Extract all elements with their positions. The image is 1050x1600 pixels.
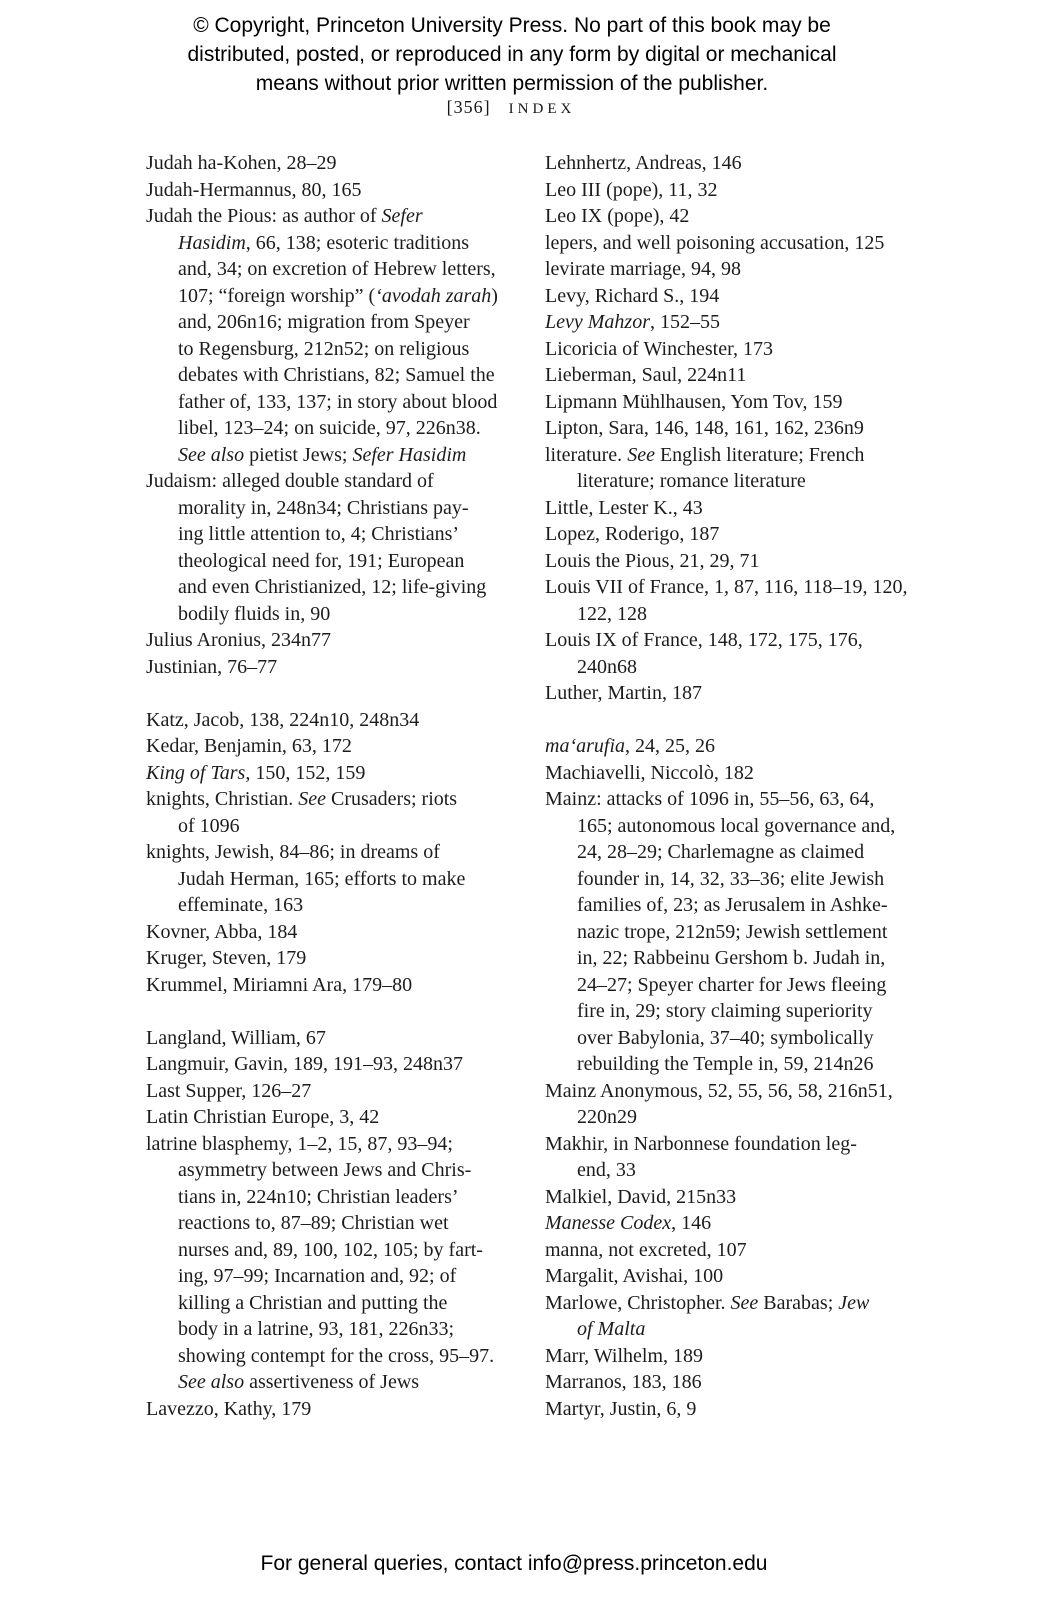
index-line: Leo IX (pope), 42 bbox=[545, 205, 690, 227]
index-line: Justinian, 76–77 bbox=[146, 655, 278, 678]
index-line: of 1096 bbox=[178, 814, 240, 837]
index-line: and, 34; on excretion of Hebrew letters, bbox=[178, 258, 496, 280]
index-line: 107; “foreign worship” (‘avodah zarah) bbox=[178, 284, 498, 307]
index-line: 240n68 bbox=[577, 655, 637, 678]
index-column-right bbox=[545, 150, 937, 1422]
index-line: Licoricia of Winchester, 173 bbox=[545, 337, 773, 360]
index-line: father of, 133, 137; in story about blood bbox=[178, 390, 498, 413]
index-line: fire in, 29; story claiming superiority bbox=[577, 1000, 873, 1022]
index-line: 122, 128 bbox=[577, 602, 647, 625]
index-line: Kedar, Benjamin, 63, 172 bbox=[146, 735, 352, 757]
copyright-notice bbox=[0, 11, 1024, 98]
index-line: Katz, Jacob, 138, 224n10, 248n34 bbox=[146, 708, 420, 731]
index-line: theological need for, 191; European bbox=[178, 549, 465, 572]
index-line: 24, 28–29; Charlemagne as claimed bbox=[577, 841, 865, 863]
index-line: Lieberman, Saul, 224n11 bbox=[545, 364, 747, 386]
index-line: ma‘arufia, 24, 25, 26 bbox=[545, 735, 715, 757]
index-line: knights, Jewish, 84–86; in dreams of bbox=[146, 841, 440, 863]
index-line: lepers, and well poisoning accusation, 125 bbox=[545, 231, 885, 254]
index-line: Julius Aronius, 234n77 bbox=[146, 629, 332, 651]
index-line: Leo III (pope), 11, 32 bbox=[545, 178, 718, 201]
index-line: libel, 123–24; on suicide, 97, 226n38. bbox=[178, 417, 481, 439]
index-line: 24–27; Speyer charter for Jews fleeing bbox=[577, 973, 887, 996]
index-line: manna, not excreted, 107 bbox=[545, 1238, 747, 1261]
index-line: Makhir, in Narbonnese foundation leg- bbox=[545, 1132, 857, 1155]
index-line: literature; romance literature bbox=[577, 470, 806, 492]
index-line: Marranos, 183, 186 bbox=[545, 1371, 702, 1393]
index-line: tians in, 224n10; Christian leaders’ bbox=[178, 1185, 459, 1208]
index-line: Latin Christian Europe, 3, 42 bbox=[146, 1106, 380, 1128]
index-line: of Malta bbox=[577, 1318, 646, 1340]
index-line: over Babylonia, 37–40; symbolically bbox=[577, 1026, 874, 1049]
index-line: Lavezzo, Kathy, 179 bbox=[146, 1397, 312, 1420]
copyright-line: © Copyright, Princeton University Press. No part of this book may be bbox=[193, 14, 831, 37]
index-line: effeminate, 163 bbox=[178, 894, 304, 916]
copyright-line: means without prior written permission of the publisher. bbox=[255, 72, 769, 95]
section-gap bbox=[545, 707, 937, 734]
index-line: rebuilding the Temple in, 59, 214n26 bbox=[577, 1053, 874, 1075]
index-line: end, 33 bbox=[577, 1159, 636, 1181]
index-line: Machiavelli, Niccolò, 182 bbox=[545, 761, 754, 784]
index-line: Judah the Pious: as author of Sefer bbox=[146, 205, 423, 227]
index-line: Louis VII of France, 1, 87, 116, 118–19, 120, bbox=[545, 576, 908, 598]
index-line: Marlowe, Christopher. See Barabas; Jew bbox=[545, 1291, 870, 1314]
index-line: bodily fluids in, 90 bbox=[178, 602, 331, 625]
index-line: Marr, Wilhelm, 189 bbox=[545, 1344, 703, 1367]
index-line: Luther, Martin, 187 bbox=[545, 682, 702, 704]
section-gap bbox=[146, 680, 530, 707]
index-line: Kruger, Steven, 179 bbox=[146, 947, 307, 969]
index-line: Langmuir, Gavin, 189, 191–93, 248n37 bbox=[146, 1053, 463, 1075]
index-line: Last Supper, 126–27 bbox=[146, 1079, 312, 1102]
index-line: Levy, Richard S., 194 bbox=[545, 284, 720, 307]
page-number: [356] bbox=[446, 97, 491, 117]
index-line: Judah-Hermannus, 80, 165 bbox=[146, 178, 362, 201]
index-line: Kovner, Abba, 184 bbox=[146, 920, 298, 943]
index-line: Malkiel, David, 215n33 bbox=[545, 1185, 737, 1208]
index-line: levirate marriage, 94, 98 bbox=[545, 258, 742, 280]
index-line: ing little attention to, 4; Christians’ bbox=[178, 523, 460, 545]
index-line: Manesse Codex, 146 bbox=[545, 1212, 712, 1234]
section-gap bbox=[146, 998, 530, 1025]
index-line: 165; autonomous local governance and, bbox=[577, 814, 896, 837]
index-line: in, 22; Rabbeinu Gershom b. Judah in, bbox=[577, 947, 886, 969]
index-line: Levy Mahzor, 152–55 bbox=[545, 311, 720, 333]
index-line: reactions to, 87–89; Christian wet bbox=[178, 1212, 449, 1234]
index-line: Lipmann Mühlhausen, Yom Tov, 159 bbox=[545, 390, 843, 413]
index-heading bbox=[0, 97, 1022, 118]
index-line: body in a latrine, 93, 181, 226n33; bbox=[178, 1318, 455, 1340]
index-line: Little, Lester K., 43 bbox=[545, 496, 703, 519]
index-line: literature. See English literature; French bbox=[545, 443, 865, 466]
index-line: families of, 23; as Jerusalem in Ashke- bbox=[577, 894, 888, 916]
index-line: knights, Christian. See Crusaders; riots bbox=[146, 788, 458, 810]
index-line: and, 206n16; migration from Speyer bbox=[178, 311, 470, 333]
index-line: morality in, 248n34; Christians pay- bbox=[178, 496, 469, 519]
copyright-line: distributed, posted, or reproduced in any form by digital or mechanical bbox=[187, 43, 837, 66]
index-line: latrine blasphemy, 1–2, 15, 87, 93–94; bbox=[146, 1132, 453, 1155]
index-line: Lipton, Sara, 146, 148, 161, 162, 236n9 bbox=[545, 417, 864, 439]
section-title: INDEX bbox=[508, 101, 576, 117]
index-line: nurses and, 89, 100, 102, 105; by fart- bbox=[178, 1238, 483, 1261]
index-line: killing a Christian and putting the bbox=[178, 1291, 448, 1314]
index-line: See also pietist Jews; Sefer Hasidim bbox=[178, 443, 467, 466]
index-column-left bbox=[146, 150, 530, 1422]
index-line: Louis IX of France, 148, 172, 175, 176, bbox=[545, 629, 863, 651]
index-line: 220n29 bbox=[577, 1106, 637, 1128]
index-line: Krummel, Miriamni Ara, 179–80 bbox=[146, 973, 413, 996]
index-line: Lopez, Roderigo, 187 bbox=[545, 523, 720, 545]
index-line: Louis the Pious, 21, 29, 71 bbox=[545, 549, 760, 572]
index-line: nazic trope, 212n59; Jewish settlement bbox=[577, 920, 888, 943]
index-line: asymmetry between Jews and Chris- bbox=[178, 1159, 472, 1181]
index-line: to Regensburg, 212n52; on religious bbox=[178, 337, 470, 360]
index-line: Margalit, Avishai, 100 bbox=[545, 1265, 724, 1287]
index-line: Langland, William, 67 bbox=[146, 1026, 326, 1049]
index-line: debates with Christians, 82; Samuel the bbox=[178, 364, 495, 386]
index-line: ing, 97–99; Incarnation and, 92; of bbox=[178, 1265, 457, 1287]
index-line: Hasidim, 66, 138; esoteric traditions bbox=[178, 231, 470, 254]
index-line: founder in, 14, 32, 33–36; elite Jewish bbox=[577, 867, 885, 890]
queries-footer: For general queries, contact info@press.princeton.edu bbox=[260, 1552, 768, 1575]
index-line: Mainz: attacks of 1096 in, 55–56, 63, 64, bbox=[545, 788, 875, 810]
index-line: Lehnhertz, Andreas, 146 bbox=[545, 152, 742, 174]
index-line: King of Tars, 150, 152, 159 bbox=[146, 761, 366, 784]
index-line: Judah ha-Kohen, 28–29 bbox=[146, 152, 337, 174]
index-line: Mainz Anonymous, 52, 55, 56, 58, 216n51, bbox=[545, 1079, 893, 1102]
index-line: Judaism: alleged double standard of bbox=[146, 470, 434, 492]
index-line: Martyr, Justin, 6, 9 bbox=[545, 1397, 697, 1420]
index-line: See also assertiveness of Jews bbox=[178, 1371, 420, 1393]
index-line: and even Christianized, 12; life-giving bbox=[178, 576, 487, 598]
index-line: showing contempt for the cross, 95–97. bbox=[178, 1344, 495, 1367]
index-line: Judah Herman, 165; efforts to make bbox=[178, 867, 466, 890]
